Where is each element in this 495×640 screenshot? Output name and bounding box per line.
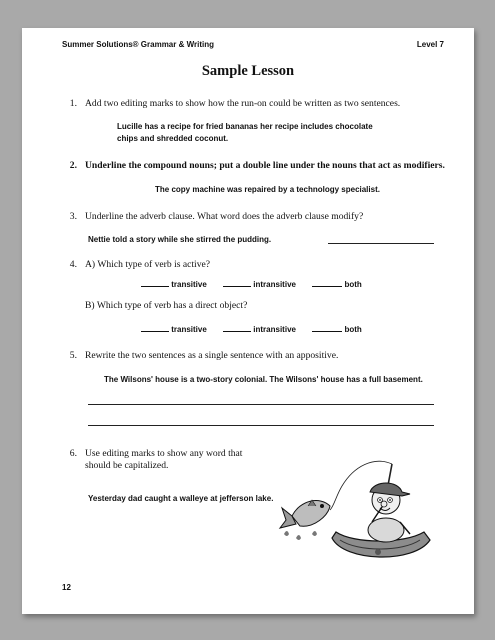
answer-blank[interactable] [223,277,251,287]
verb-options-b [141,322,362,335]
level-label: Level 7 [416,40,444,49]
question-prompt: Add two editing marks to show how the run-on could be written as two sentences. [85,98,401,109]
example-sentence: The copy machine was repaired by a technology specialist. [155,185,380,194]
question-prompt: Use editing marks to show any word that [85,448,243,459]
option-label: transitive [171,325,207,334]
answer-line[interactable] [88,404,434,405]
question-prompt: Rewrite the two sentences as a single sentence with an appositive. [85,350,339,361]
fish-icon [280,500,330,528]
option-label: intransitive [253,325,296,334]
answer-blank[interactable] [141,277,169,287]
question-number: 1. [69,98,77,109]
question-number: 3. [69,211,77,222]
book-title: Summer Solutions® Grammar & Writing [62,40,214,49]
example-sentence: Lucille has a recipe for fried bananas her recipe includes chocolate [117,122,373,131]
page-number: 12 [62,583,71,592]
option-label: both [344,325,362,334]
verb-options-a [141,277,362,290]
question-number: 4. [69,259,77,270]
fishing-boy-illustration [274,456,434,568]
worksheet-page [22,28,474,614]
question-part-a: A) Which type of verb is active? [85,259,211,270]
example-sentence-continued: chips and shredded coconut. [117,134,229,143]
example-sentence: Nettie told a story while she stirred the pudding. [88,235,272,244]
question-prompt-continued: should be capitalized. [85,460,169,471]
question-prompt: Underline the adverb clause. What word does the adverb clause modify? [85,211,364,222]
answer-line[interactable] [328,243,434,244]
question-number: 6. [69,448,77,459]
question-prompt: Underline the compound nouns; put a double line under the nouns that act as modifiers. [85,160,445,171]
example-sentence: Yesterday dad caught a walleye at jefferson lake. [88,494,274,503]
answer-blank[interactable] [312,277,342,287]
question-number: 5. [69,350,77,361]
answer-blank[interactable] [141,322,169,332]
option-label: transitive [171,280,207,289]
question-part-b: B) Which type of verb has a direct object? [85,300,248,311]
boy-fishing-icon [368,483,410,542]
answer-line[interactable] [88,425,434,426]
question-number: 2. [69,160,77,171]
answer-blank[interactable] [312,322,342,332]
example-sentences: The Wilsons' house is a two-story colonial. The Wilsons' house has a full basement. [104,375,423,384]
answer-blank[interactable] [223,322,251,332]
option-label: intransitive [253,280,296,289]
page-title: Sample Lesson [201,63,295,79]
option-label: both [344,280,362,289]
